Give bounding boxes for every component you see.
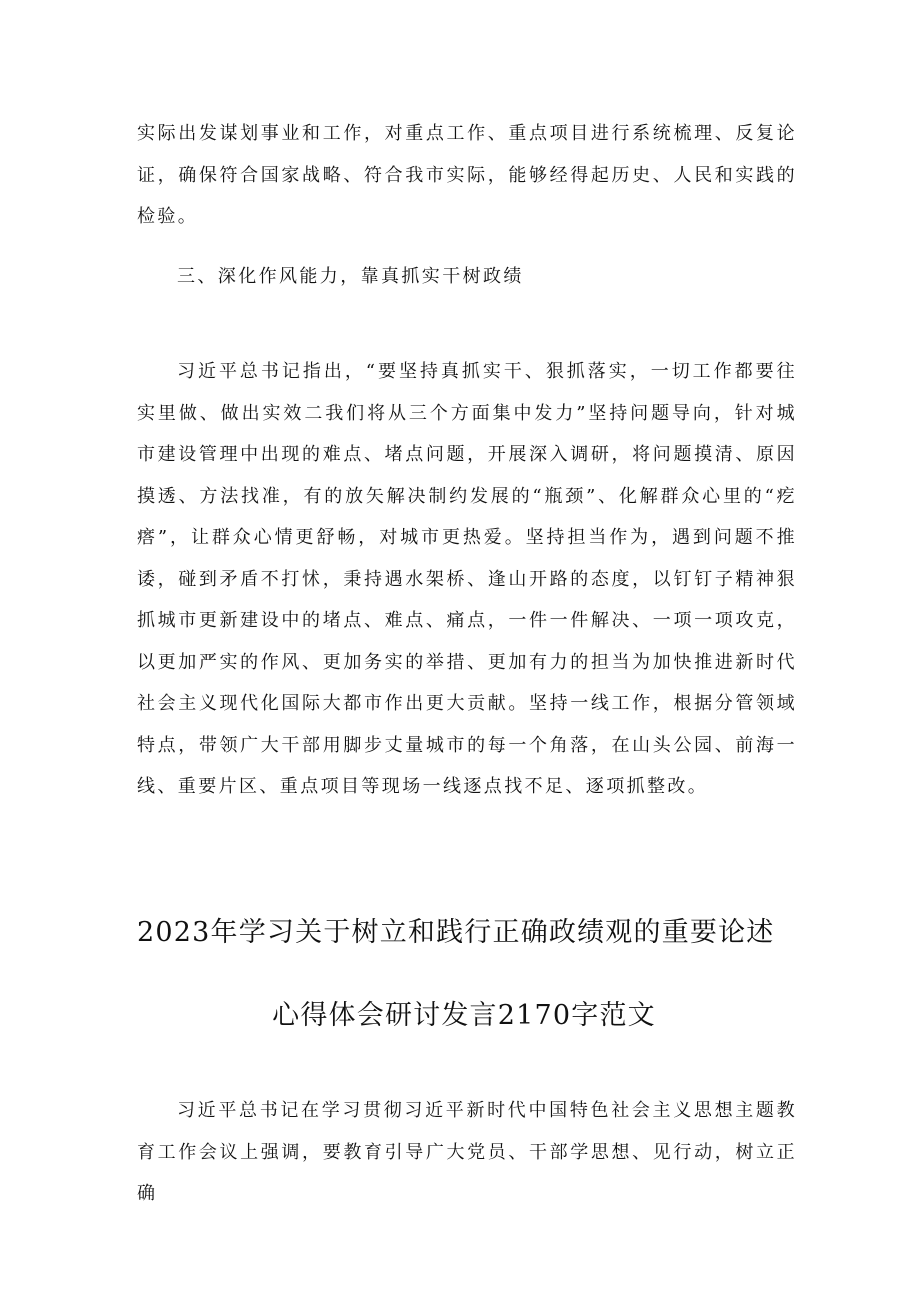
intro-tail-paragraph: 实际出发谋划事业和工作，对重点工作、重点项目进行系统梳理、反复论证，确保符合国家战略、符合我市实际，能够经得起历史、人民和实践的检验。 xyxy=(137,123,797,227)
article-opening-paragraph: 习近平总书记在学习贯彻习近平新时代中国特色社会主义思想主题教育工作会议上强调，要教育引导广大党员、干部学思想、见行动，树立正确 xyxy=(137,1100,797,1204)
document-title-line-2: 心得体会研讨发言2170字范文 xyxy=(272,1000,656,1031)
section-three-heading: 三、深化作风能力，靠真抓实干树政绩 xyxy=(177,266,524,287)
section-three-paragraph: 习近平总书记指出，“要坚持真抓实干、狠抓落实，一切工作都要往实里做、做出实效二我们将从三个方面集中发力”坚持问题导向，针对城市建设管理中出现的难点、堵点问题，开展深入调研，将问题摸清、原因摸透、方法找准，有的放矢解决制约发展的“瓶颈”、化解群众心里的“疙瘩”，让群众心情更舒畅，对城市更热爱。坚持担当作为，遇到问题不推诿，碰到矛盾不打怵，秉持遇水架桥、逢山开路的态度，以钉钉子精神狠抓城市更新建设中的堵点、难点、痛点，一件一件解决、一项一项攻克，以更加严实的作风、更加务实的举措、更加有力的担当为加快推进新时代社会主义现代化国际大都市作出更大贡献。坚持一线工作，根据分管领域特点，带领广大干部用脚步丈量城市的每一个角落，在山头公园、前海一线、重要片区、重点项目等现场一线逐点找不足、逐项抓整改。 xyxy=(137,361,797,797)
document-title-line-1: 2023年学习关于树立和践行正确政绩观的重要论述 xyxy=(137,917,775,948)
